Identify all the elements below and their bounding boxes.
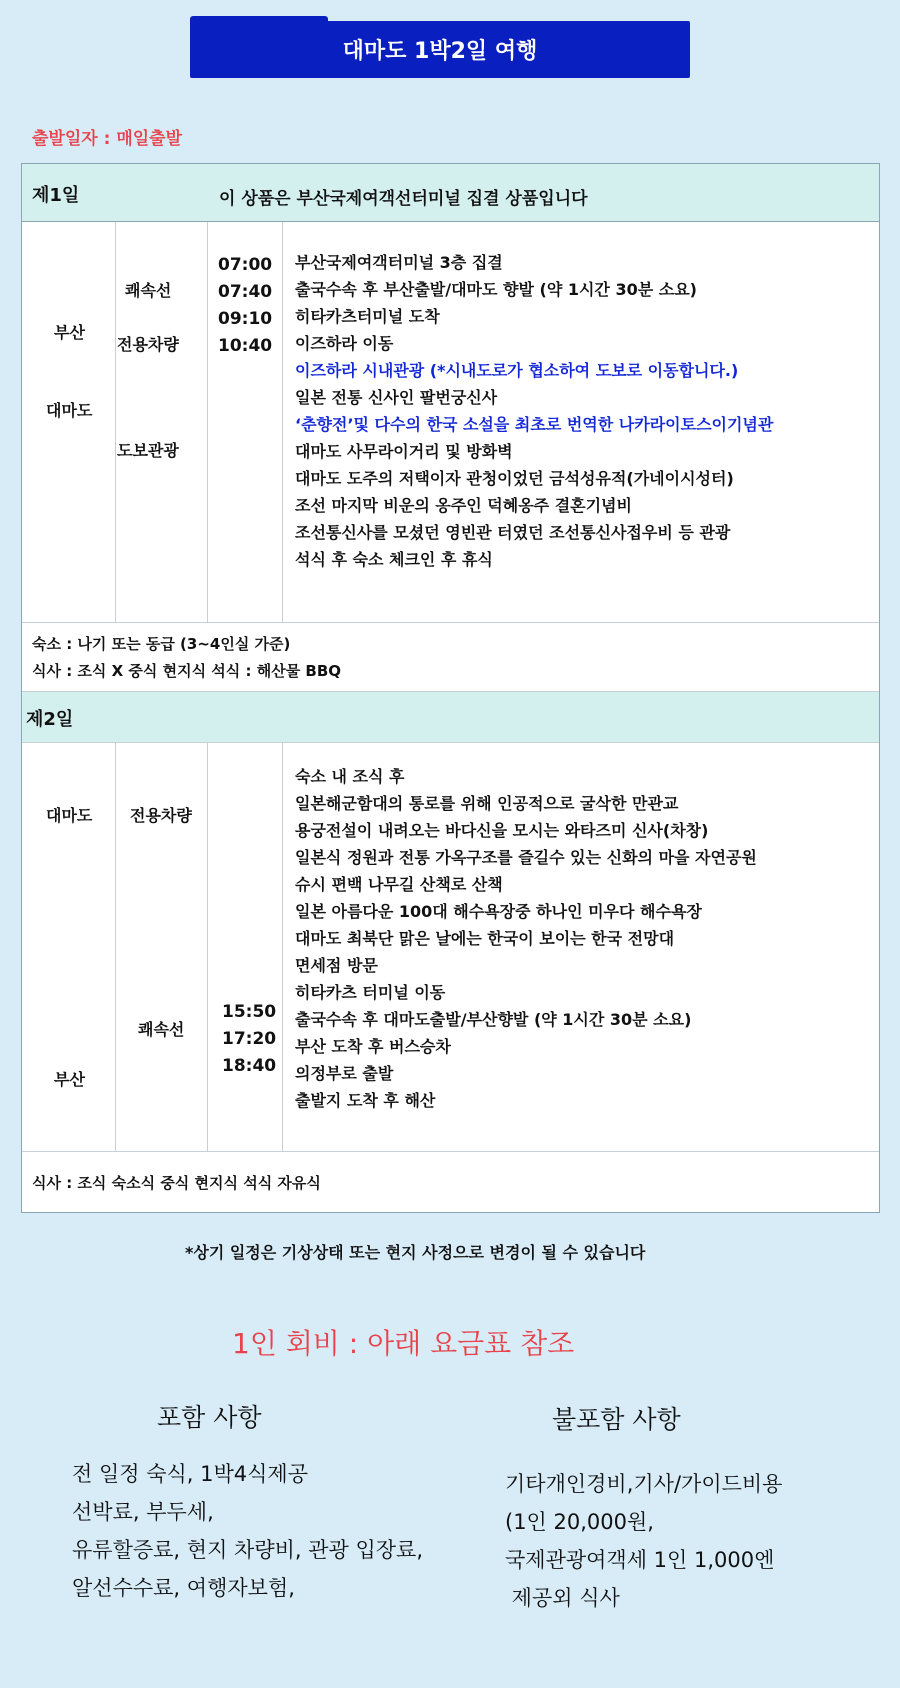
excluded-item: 국제관광여객세 1인 1,000엔 bbox=[505, 1548, 775, 1572]
day2-meals: 식사 : 조식 숙소식 중식 현지식 석식 자유식 bbox=[32, 1174, 321, 1192]
included-item: 선박료, 부두세, bbox=[72, 1500, 214, 1524]
included-item: 전 일정 숙식, 1박4식제공 bbox=[72, 1462, 308, 1486]
day1-header bbox=[22, 164, 879, 222]
departure-date: 출발일자 : 매일출발 bbox=[32, 129, 183, 149]
day1-place-col bbox=[22, 222, 116, 622]
day1-label: 제1일 bbox=[32, 185, 80, 206]
itinerary-item: 대마도 도주의 저택이자 관청이었던 금석성유적(가네이시성터) bbox=[295, 469, 734, 488]
itinerary-item: 출발지 도착 후 해산 bbox=[295, 1091, 436, 1110]
itinerary-item: 부산 도착 후 버스승차 bbox=[295, 1037, 451, 1056]
itinerary-item: 석식 후 숙소 체크인 후 휴식 bbox=[295, 550, 493, 569]
day2-transport: 전용차량 bbox=[130, 806, 192, 825]
day1-time-col bbox=[208, 222, 283, 622]
day2-time: 18:40 bbox=[222, 1056, 277, 1076]
itinerary-item: 히타카츠 터미널 이동 bbox=[295, 983, 446, 1002]
day1-transport: 쾌속선 bbox=[125, 281, 172, 300]
itinerary-item-highlight: 이즈하라 시내관광 (*시내도로가 협소하여 도보로 이동합니다.) bbox=[295, 361, 739, 380]
day2-label: 제2일 bbox=[26, 709, 74, 730]
day2-transport: 쾌속선 bbox=[138, 1020, 185, 1039]
day2-info bbox=[22, 1152, 879, 1212]
day1-row bbox=[22, 222, 879, 623]
day2-time-col bbox=[208, 743, 283, 1151]
day2-time: 17:20 bbox=[222, 1029, 277, 1049]
itinerary-item: 조선 마지막 비운의 옹주인 덕혜옹주 결혼기념비 bbox=[295, 496, 632, 515]
itinerary-item: 면세점 방문 bbox=[295, 956, 378, 975]
day1-notice: 이 상품은 부산국제여객선터미널 집결 상품입니다 bbox=[219, 189, 588, 209]
itinerary-item: 일본 전통 신사인 팔번궁신사 bbox=[295, 388, 498, 407]
day2-place: 부산 bbox=[54, 1070, 85, 1089]
itinerary-item-highlight: ‘춘향전’및 다수의 한국 소설을 최초로 번역한 나카라이토스이기념관 bbox=[295, 415, 774, 434]
day1-itinerary-col bbox=[283, 222, 879, 622]
itinerary-item: 대마도 최북단 맑은 날에는 한국이 보이는 한국 전망대 bbox=[295, 929, 675, 948]
schedule-table bbox=[21, 163, 880, 1213]
itinerary-item: 히타카츠터미널 도착 bbox=[295, 307, 440, 326]
day1-time: 10:40 bbox=[218, 336, 273, 356]
day1-transport: 도보관광 bbox=[117, 441, 179, 460]
day2-row bbox=[22, 743, 879, 1152]
day1-meals: 식사 : 조식 X 중식 현지식 석식 : 해산물 BBQ bbox=[32, 662, 342, 680]
day1-time: 07:40 bbox=[218, 282, 273, 302]
price-note: 1인 회비 : 아래 요금표 참조 bbox=[232, 1327, 575, 1360]
itinerary-item: 출국수속 후 대마도출발/부산향발 (약 1시간 30분 소요) bbox=[295, 1010, 692, 1029]
itinerary-item: 일본식 정원과 전통 가옥구조를 즐길수 있는 신화의 마을 자연공원 bbox=[295, 848, 757, 867]
itinerary-item: 숙소 내 조식 후 bbox=[295, 767, 405, 786]
excluded-item: 기타개인경비,기사/가이드비용 bbox=[505, 1472, 783, 1496]
itinerary-item: 출국수속 후 부산출발/대마도 향발 (약 1시간 30분 소요) bbox=[295, 280, 697, 299]
itinerary-item: 일본 아름다운 100대 해수욕장중 하나인 미우다 해수욕장 bbox=[295, 902, 702, 921]
disclaimer-note: *상기 일정은 기상상태 또는 현지 사정으로 변경이 될 수 있습니다 bbox=[185, 1243, 646, 1262]
day1-transport: 전용차량 bbox=[117, 335, 179, 354]
page-title: 대마도 1박2일 여행 bbox=[190, 21, 690, 78]
included-title: 포함 사항 bbox=[157, 1403, 262, 1432]
itinerary-item: 용궁전설이 내려오는 바다신을 모시는 와타즈미 신사(차창) bbox=[295, 821, 709, 840]
day1-time: 07:00 bbox=[218, 255, 273, 275]
itinerary-item: 조선통신사를 모셨던 영빈관 터였던 조선통신사접우비 등 관광 bbox=[295, 523, 731, 542]
excluded-item: 제공외 식사 bbox=[505, 1586, 620, 1610]
day1-time: 09:10 bbox=[218, 309, 273, 329]
day1-info bbox=[22, 623, 879, 692]
excluded-item: (1인 20,000원, bbox=[505, 1510, 654, 1534]
itinerary-item: 의정부로 출발 bbox=[295, 1064, 394, 1083]
excluded-title: 불포함 사항 bbox=[552, 1405, 681, 1434]
excluded-list bbox=[505, 1465, 782, 1617]
included-list bbox=[72, 1455, 423, 1607]
included-item: 알선수수료, 여행자보험, bbox=[72, 1576, 295, 1600]
itinerary-item: 이즈하라 이동 bbox=[295, 334, 394, 353]
day2-place: 대마도 bbox=[46, 806, 93, 825]
day2-transport-col bbox=[116, 743, 208, 1151]
itinerary-item: 대마도 사무라이거리 및 방화벽 bbox=[295, 442, 513, 461]
day2-header bbox=[22, 692, 879, 743]
included-item: 유류할증료, 현지 차량비, 관광 입장료, bbox=[72, 1538, 424, 1562]
day2-place-col bbox=[22, 743, 116, 1151]
day1-transport-col bbox=[116, 222, 208, 622]
title-banner bbox=[190, 16, 690, 78]
day1-place: 부산 bbox=[54, 323, 85, 342]
day1-place: 대마도 bbox=[46, 401, 93, 420]
itinerary-item: 슈시 편백 나무길 산책로 산책 bbox=[295, 875, 503, 894]
itinerary-item: 부산국제여객터미널 3층 집결 bbox=[295, 253, 503, 272]
itinerary-item: 일본해군함대의 통로를 위해 인공적으로 굴삭한 만관교 bbox=[295, 794, 679, 813]
day2-time: 15:50 bbox=[222, 1002, 277, 1022]
day1-lodging: 숙소 : 나기 또는 동급 (3~4인실 가준) bbox=[32, 635, 291, 653]
day2-itinerary-col bbox=[283, 743, 879, 1151]
